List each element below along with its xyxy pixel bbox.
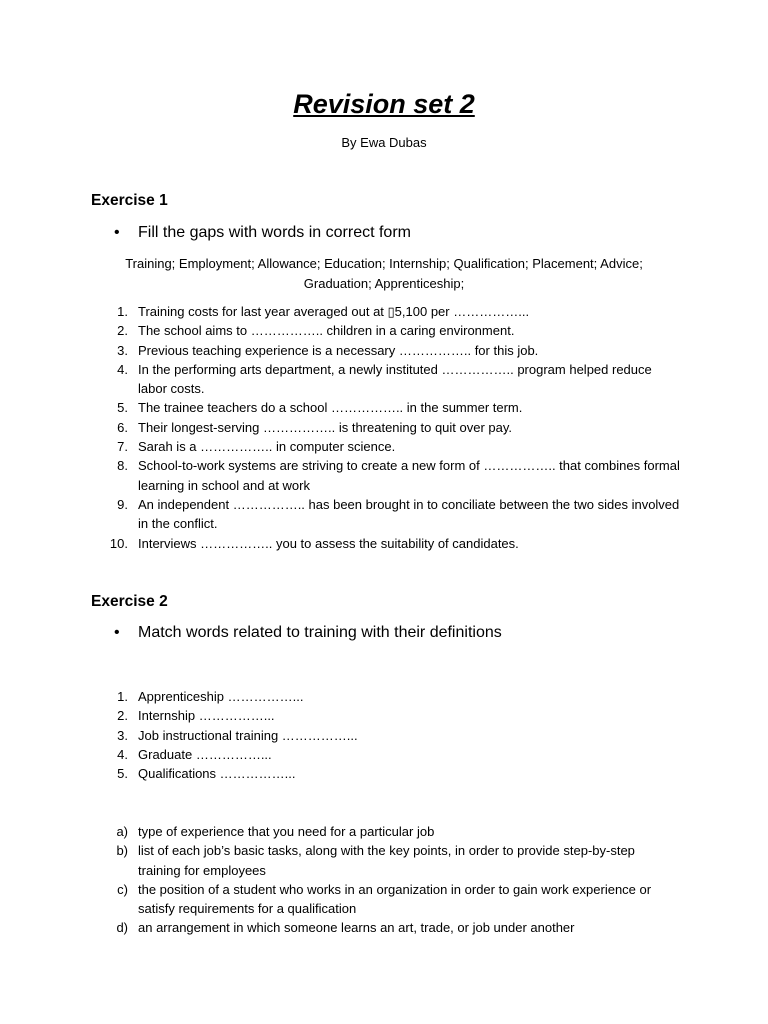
list-number: 1. (117, 689, 128, 704)
list-item-text: School-to-work systems are striving to create a new form of …………….. that combines formal learning in school and at work (138, 458, 680, 493)
question-item (100, 321, 680, 340)
document-title: Revision set 2 (293, 89, 475, 119)
question-item (100, 495, 680, 534)
bullet-icon: • (114, 624, 120, 641)
list-item-text: In the performing arts department, a newly instituted …………….. program helped reduce labor costs. (138, 361, 652, 397)
list-item-text: Internship ……………... (138, 708, 275, 724)
list-number: 4. (117, 361, 128, 377)
question-item (100, 398, 680, 417)
exercise-2-heading: Exercise 2 (91, 593, 168, 610)
list-number: c) (117, 881, 128, 897)
word-item (100, 764, 680, 783)
word-item (100, 745, 680, 764)
list-number: 2. (117, 323, 128, 339)
exercise-2-instruction (114, 622, 502, 644)
question-item (100, 437, 680, 456)
list-item-text: the position of a student who works in an organization in order to gain work experience or satisfy requirements for a qualification (138, 881, 652, 917)
definition-item (100, 822, 680, 841)
list-item-text: Apprenticeship ……………... (138, 689, 304, 704)
definition-item (100, 841, 680, 880)
list-number: 4. (117, 746, 128, 762)
question-item (100, 534, 680, 553)
list-item-text: an arrangement in which someone learns an art, trade, or job under another (138, 920, 575, 936)
exercise-2-definitions (100, 822, 680, 938)
list-item-text: The trainee teachers do a school …………….. in the summer term. (138, 400, 523, 416)
list-number: 6. (117, 419, 128, 435)
list-item-text: Their longest-serving …………….. is threatening to quit over pay. (138, 419, 513, 435)
list-item-text: An independent …………….. has been brought in to conciliate between the two sides involved in the conflict. (138, 496, 680, 532)
list-item-text: list of each job’s basic tasks, along with the key points, in order to provide step-by-step training for employees (138, 843, 635, 878)
list-number: 3. (117, 727, 128, 743)
exercise-1-instruction (114, 222, 411, 244)
list-item-text: Graduate ……………... (138, 746, 272, 762)
definition-item (100, 918, 680, 937)
list-number: 5. (117, 400, 128, 416)
question-item (100, 302, 680, 321)
question-item (100, 418, 680, 437)
list-item-text: type of experience that you need for a particular job (138, 824, 435, 839)
word-item (100, 706, 680, 725)
document-author: By Ewa Dubas (341, 135, 427, 150)
list-number: 8. (117, 458, 128, 474)
list-number: d) (116, 920, 128, 936)
list-number: 9. (117, 496, 128, 512)
word-item (100, 687, 680, 706)
list-number: 7. (117, 439, 128, 455)
list-item-text: Training costs for last year averaged out at ▯5,100 per ……………... (138, 304, 530, 319)
list-item-text: Previous teaching experience is a necessary …………….. for this job. (138, 342, 539, 358)
list-number: b) (116, 843, 128, 859)
list-number: a) (116, 824, 128, 839)
question-item (100, 341, 680, 360)
exercise-1-heading: Exercise 1 (91, 192, 168, 209)
bullet-icon: • (114, 224, 120, 241)
question-item (100, 456, 680, 495)
exercise-1-questions (100, 302, 680, 553)
question-item (100, 360, 680, 399)
word-bank: Training; Employment; Allowance; Education; Internship; Qualification; Placement; Advice; Graduation; Apprenticeship; (125, 256, 643, 291)
exercise-2-instruction-text: Match words related to training with their definitions (138, 624, 502, 641)
word-item (100, 726, 680, 745)
list-number: 1. (117, 304, 128, 319)
list-item-text: The school aims to …………….. children in a caring environment. (138, 323, 515, 339)
exercise-2-words (100, 687, 680, 783)
definition-item (100, 880, 680, 919)
list-number: 5. (117, 766, 128, 782)
list-number: 3. (117, 342, 128, 358)
list-item-text: Sarah is a …………….. in computer science. (138, 439, 396, 455)
list-item-text: Job instructional training ……………... (138, 727, 358, 743)
list-number: 10. (109, 535, 128, 551)
list-item-text: Interviews …………….. you to assess the suitability of candidates. (138, 535, 519, 551)
exercise-1-instruction-text: Fill the gaps with words in correct form (138, 224, 411, 241)
list-item-text: Qualifications ……………... (138, 766, 296, 782)
list-number: 2. (117, 708, 128, 724)
